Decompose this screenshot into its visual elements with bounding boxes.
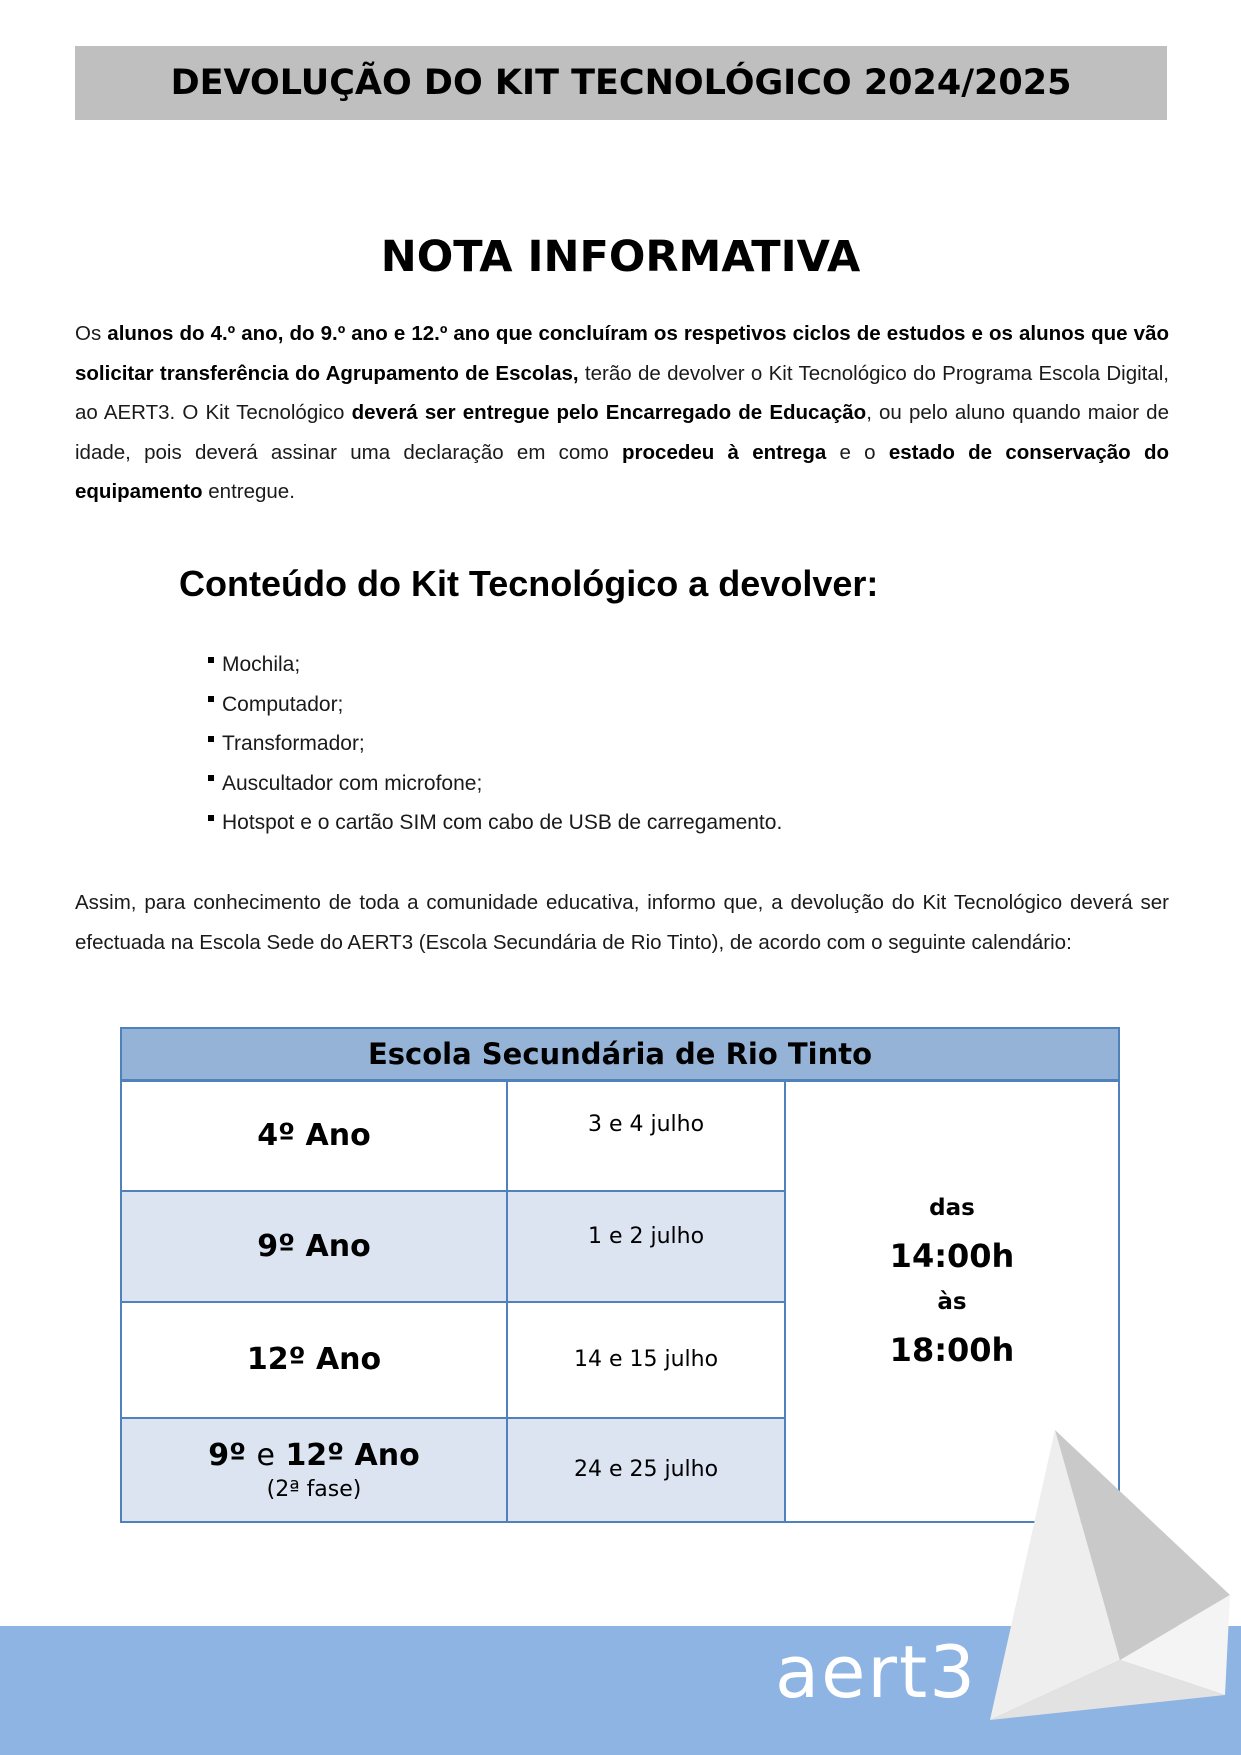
year-b: 12º Ano xyxy=(285,1437,420,1473)
year-separator: e xyxy=(256,1437,275,1473)
year-a: 9º xyxy=(208,1437,247,1473)
kit-contents-title: Conteúdo do Kit Tecnológico a devolver: xyxy=(179,563,879,604)
list-item xyxy=(208,803,782,843)
time-to-label: às xyxy=(937,1288,967,1315)
table-row xyxy=(121,1081,1119,1191)
document-title: DEVOLUÇÃO DO KIT TECNOLÓGICO 2024/2025 xyxy=(170,63,1072,103)
intro-bold-2: deverá ser entregue pelo Encarregado de Educação xyxy=(351,401,867,424)
intro-text-5: entregue. xyxy=(202,480,295,503)
time-to: 18:00h xyxy=(889,1330,1015,1369)
bullet-icon xyxy=(208,696,214,702)
time-from-label: das xyxy=(929,1194,975,1221)
header-banner xyxy=(75,46,1167,120)
intro-bold-3: procedeu à entrega xyxy=(622,440,827,464)
list-item xyxy=(208,764,782,804)
list-item xyxy=(208,645,782,685)
date-cell: 1 e 2 julho xyxy=(507,1191,785,1302)
intro-text-2: terão de devolver o Kit Tecnológico do Programa Escola Digital, ao AERT3. O Kit Tecnológico xyxy=(75,361,1169,424)
year-cell: 4º Ano xyxy=(121,1081,507,1191)
date-cell: 3 e 4 julho xyxy=(507,1081,785,1191)
list-item-label: Hotspot e o cartão SIM com cabo de USB de carregamento. xyxy=(222,811,783,834)
date-cell: 24 e 25 julho xyxy=(507,1418,785,1522)
intro-paragraph xyxy=(75,314,1169,512)
bullet-icon xyxy=(208,736,214,742)
calendar-table xyxy=(120,1027,1120,1523)
intro-bold-1: alunos do 4.º ano, do 9.º ano e 12.º ano que concluíram os respetivos ciclos de estudos e os alunos que vão solicitar transferência do Agrupamento de Escolas, xyxy=(75,322,1169,385)
list-item-label: Mochila; xyxy=(222,653,301,676)
nota-informativa-title: NOTA INFORMATIVA xyxy=(380,232,861,282)
list-item xyxy=(208,724,782,764)
year-cell: 12º Ano xyxy=(121,1302,507,1418)
calendar-intro-paragraph: Assim, para conhecimento de toda a comunidade educativa, informo que, a devolução do Kit Tecnológico deverá ser efectuada na Escola Sede do AERT3 (Escola Secundária de Rio Tinto), de acordo com o seguinte calendário: xyxy=(75,891,1169,954)
intro-bold-4: estado de conservação do equipamento xyxy=(75,440,1169,503)
aert3-logo-graphic xyxy=(980,1420,1240,1720)
bullet-icon xyxy=(208,775,214,781)
year-cell xyxy=(121,1418,507,1522)
aert3-logo-text: aert3 xyxy=(775,1630,978,1714)
calendar-school-header: Escola Secundária de Rio Tinto xyxy=(121,1028,1119,1081)
bullet-icon xyxy=(208,815,214,821)
list-item-label: Computador; xyxy=(222,692,344,716)
time-from: 14:00h xyxy=(889,1236,1015,1275)
phase-note: (2ª fase) xyxy=(266,1476,362,1502)
list-item xyxy=(208,685,782,725)
intro-text-1: Os xyxy=(75,322,108,345)
date-cell: 14 e 15 julho xyxy=(507,1302,785,1418)
intro-text-3: , ou pelo aluno quando maior de idade, pois deverá assinar uma declaração em como xyxy=(75,401,1169,464)
bullet-icon xyxy=(208,657,214,663)
kit-contents-list xyxy=(208,645,782,843)
year-cell: 9º Ano xyxy=(121,1191,507,1302)
intro-text-4: e o xyxy=(826,440,889,464)
list-item-label: Auscultador com microfone; xyxy=(222,771,483,795)
list-item-label: Transformador; xyxy=(222,732,365,755)
